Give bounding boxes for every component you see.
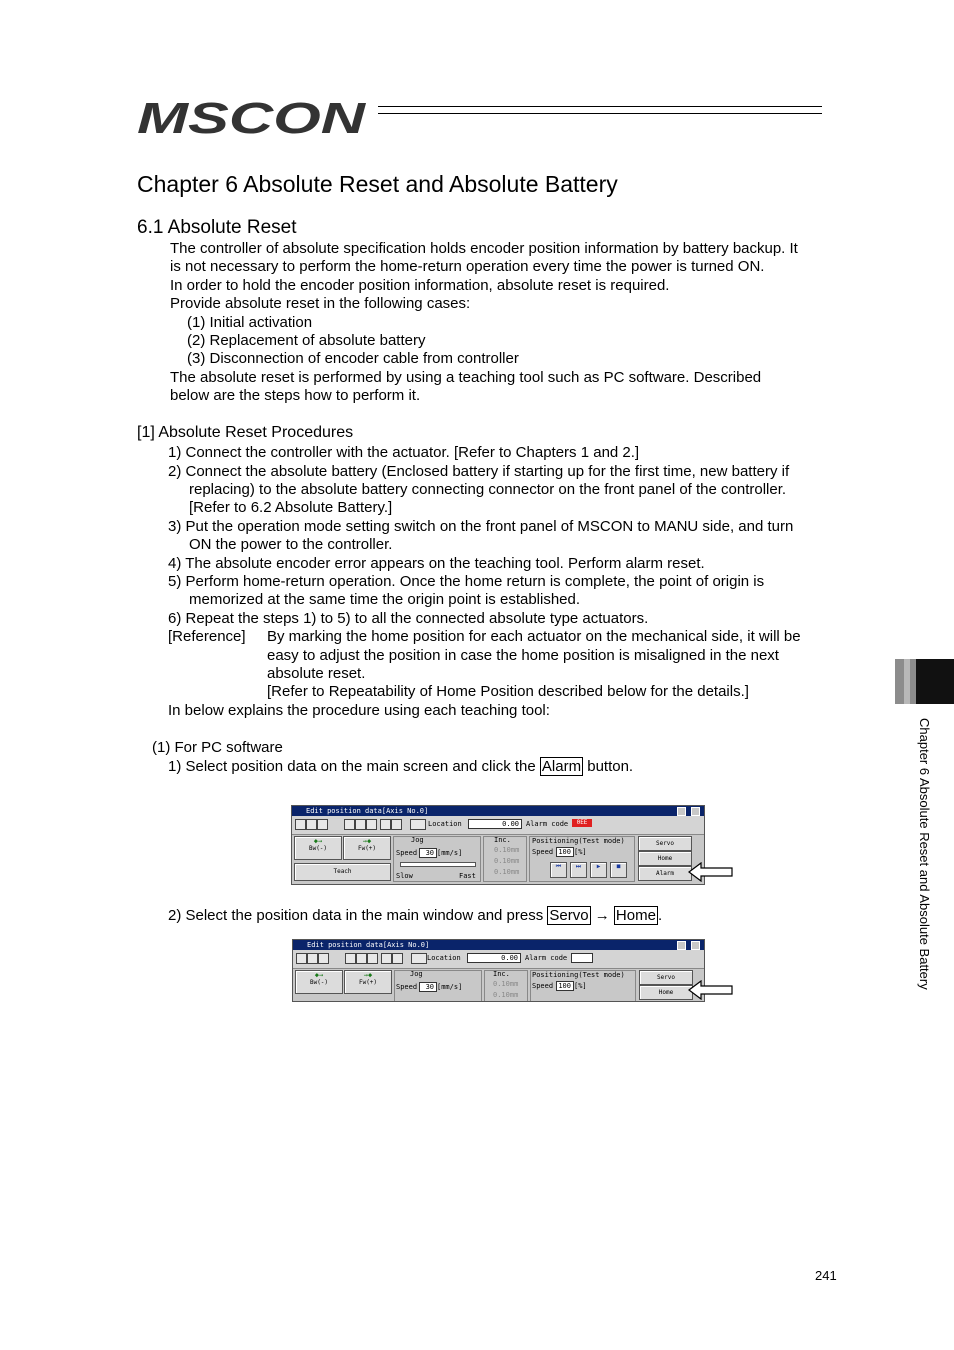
intro-after-2: below are the steps how to perform it. [170,387,421,404]
step-line: 4) The absolute encoder error appears on the teaching tool. Perform alarm reset. [168,555,705,572]
minimize-button[interactable] [677,807,686,816]
alarm-label: Alarm [655,870,675,877]
fast-label: Fast [459,872,476,880]
alarm-button[interactable] [638,866,692,881]
home-button[interactable] [638,851,692,866]
left-arrow-icon: ◆→ [314,971,324,979]
pc-step-2-suffix: . [657,907,663,924]
positioning-speed-label: Speed [532,848,554,856]
cut-icon[interactable] [345,953,356,964]
positioning-speed-unit: [%] [574,982,587,990]
window-titlebar: Edit position data[Axis No.0] [293,940,704,950]
home-button[interactable] [639,985,693,1000]
delete-icon[interactable] [381,953,392,964]
bw-button[interactable] [295,970,343,994]
step-line: [Refer to 6.2 Absolute Battery.] [189,499,393,516]
pc-step-2 [168,907,662,925]
header-rule-top [378,106,822,107]
jog-speed-label: Speed [396,983,418,991]
location-field[interactable]: 0.00 [467,953,521,963]
paste-icon[interactable] [367,953,378,964]
step-line: ON the power to the controller. [189,536,393,553]
jog-checkbox-label[interactable]: Jog [411,836,424,844]
servo-button[interactable] [638,836,692,851]
arrow-to-alarm-icon [688,862,734,882]
print-icon[interactable] [392,953,403,964]
close-button[interactable] [691,807,700,816]
positioning-speed-label: Speed [532,982,554,990]
close-button[interactable] [691,941,700,950]
positioning-label: Positioning(Test mode) [532,837,625,845]
edit-icon[interactable] [317,819,328,830]
jog-speed-label: Speed [396,849,418,857]
servo-button-ref: Servo [549,907,589,924]
inc-option[interactable]: 0.10mm [494,857,520,865]
right-arrow-icon: →◆ [362,837,372,845]
step-line: 5) Perform home-return operation. Once the home return is complete, the point of origin is [168,573,765,590]
jog-speed-field[interactable]: 30 [419,982,437,992]
home-label: Home [658,989,674,996]
minimize-button[interactable] [677,941,686,950]
stop-button[interactable]: ■ [610,862,627,878]
arrow-to-home-icon [688,980,734,1000]
servo-button[interactable] [639,970,693,985]
play-button[interactable]: ▶ [590,862,607,878]
step-line: 1) Connect the controller with the actuator. [Refer to Chapters 1 and 2.] [168,444,640,461]
intro-line-4: Provide absolute reset in the following cases: [170,295,471,312]
paste-icon[interactable] [366,819,377,830]
bw-label: Bw(-) [309,979,329,986]
pc-step-2-text: 2) Select the position data in the main window and press [168,907,548,924]
intro-after-1: The absolute reset is performed by using a teaching tool such as PC software. Described [170,369,762,386]
alarm-code-value: 0EE [572,819,592,827]
positioning-speed-field[interactable]: 100 [556,847,574,857]
reference-line: absolute reset. [267,665,366,682]
window-toolbar [293,950,704,969]
case-item: (2) Replacement of absolute battery [187,332,426,349]
cut-icon[interactable] [344,819,355,830]
fw-label: Fw(+) [358,979,378,986]
case-item: (1) Initial activation [187,314,313,331]
position-data-window-2 [292,939,705,1002]
step-back-button[interactable]: ⏮ [550,862,567,878]
chapter-title: Chapter 6 Absolute Reset and Absolute Battery [137,171,618,197]
inc-option[interactable]: 0.10mm [493,991,519,999]
window-toolbar [292,816,704,835]
teach-button[interactable] [294,863,391,881]
intro-line-2: is not necessary to perform the home-return operation every time the power is turned ON. [170,258,765,275]
step-line: 3) Put the operation mode setting switch on the front panel of MSCON to MANU side, and turn [168,518,794,535]
inc-option[interactable]: 0.10mm [494,846,520,854]
positioning-label: Positioning(Test mode) [532,971,625,979]
pc-step-1-text: 1) Select position data on the main screen and click the [168,758,540,775]
jog-speed-unit: [mm/s] [437,983,463,991]
chapter-tab-black [916,659,954,704]
servo-label: Servo [656,974,676,981]
left-arrow-icon: ◆→ [313,837,323,845]
jog-checkbox-label[interactable]: Jog [410,970,423,978]
jog-speed-unit: [mm/s] [437,849,463,857]
procedures-heading: [1] Absolute Reset Procedures [137,424,354,441]
new-icon[interactable] [306,819,317,830]
display-icon[interactable] [411,953,427,964]
home-button-ref: Home [615,907,656,924]
pc-step-1 [168,758,633,776]
edit-icon[interactable] [318,953,329,964]
location-field[interactable]: 0.00 [468,819,522,829]
svg-text:MSCON: MSCON [137,96,367,136]
alarm-button-ref: Alarm [541,758,582,775]
alarm-code-field [571,953,593,963]
print-icon[interactable] [391,819,402,830]
reference-line: [Refer to Repeatability of Home Position described below for the details.] [267,683,749,700]
save-icon[interactable] [296,953,307,964]
alarm-code-label: Alarm code [526,820,569,828]
mscon-logo [137,96,369,136]
location-label: Location [428,820,462,828]
bw-label: Bw(-) [308,845,328,852]
section-title: 6.1 Absolute Reset [137,217,297,238]
positioning-speed-unit: [%] [574,848,587,856]
pc-step-1-suffix: button. [583,758,634,775]
home-label: Home [657,855,673,862]
right-arrow-icon: →◆ [363,971,373,979]
inc-option[interactable]: 0.10mm [494,868,520,876]
below-explains: In below explains the procedure using each teaching tool: [168,702,550,719]
jog-slider[interactable] [400,862,476,867]
jog-speed-field[interactable]: 30 [419,848,437,858]
chapter-tab-marker [895,659,954,704]
copy-icon[interactable] [355,819,366,830]
sidebar-chapter-label: Chapter 6 Absolute Reset and Absolute Battery [917,718,932,990]
reference-label: [Reference] [168,628,246,645]
step-forward-button[interactable]: ⏭ [570,862,587,878]
pc-software-heading: (1) For PC software [152,739,283,756]
chapter-tab-grey-stripe [904,659,910,704]
right-arrow-symbol: → [590,907,614,924]
bw-button[interactable] [294,836,342,860]
new-icon[interactable] [307,953,318,964]
save-icon[interactable] [295,819,306,830]
fw-label: Fw(+) [357,845,377,852]
page-number: 241 [815,1268,837,1283]
positioning-speed-field[interactable]: 100 [556,981,574,991]
delete-icon[interactable] [380,819,391,830]
case-item: (3) Disconnection of encoder cable from controller [187,350,519,367]
intro-line-1: The controller of absolute specification holds encoder position information by battery backup. It [170,240,798,257]
display-icon[interactable] [410,819,426,830]
inc-label[interactable]: Inc. [494,836,511,844]
inc-option[interactable]: 0.10mm [493,980,519,988]
servo-label: Servo [655,840,675,847]
reference-line: easy to adjust the position in case the home position is misaligned in the next [267,647,779,664]
step-line: replacing) to the absolute battery connecting connector on the front panel of the controller. [189,481,787,498]
position-data-window-1 [291,805,705,885]
header-rule-bottom [378,113,822,114]
copy-icon[interactable] [356,953,367,964]
step-line: 6) Repeat the steps 1) to 5) to all the connected absolute type actuators. [168,610,649,627]
step-line: 2) Connect the absolute battery (Enclosed battery if starting up for the first time, new battery if [168,463,790,480]
window-titlebar: Edit position data[Axis No.0] [292,806,704,816]
teach-label: Teach [333,868,352,875]
slow-label: Slow [396,872,413,880]
fw-button[interactable] [343,836,391,860]
alarm-code-label: Alarm code [525,954,568,962]
inc-label[interactable]: Inc. [493,970,510,978]
intro-line-3: In order to hold the encoder position information, absolute reset is required. [170,277,670,294]
fw-button[interactable] [344,970,392,994]
location-label: Location [427,954,461,962]
reference-line: By marking the home position for each actuator on the mechanical side, it will be [267,628,801,645]
step-line: memorized at the same time the origin point is established. [189,591,581,608]
